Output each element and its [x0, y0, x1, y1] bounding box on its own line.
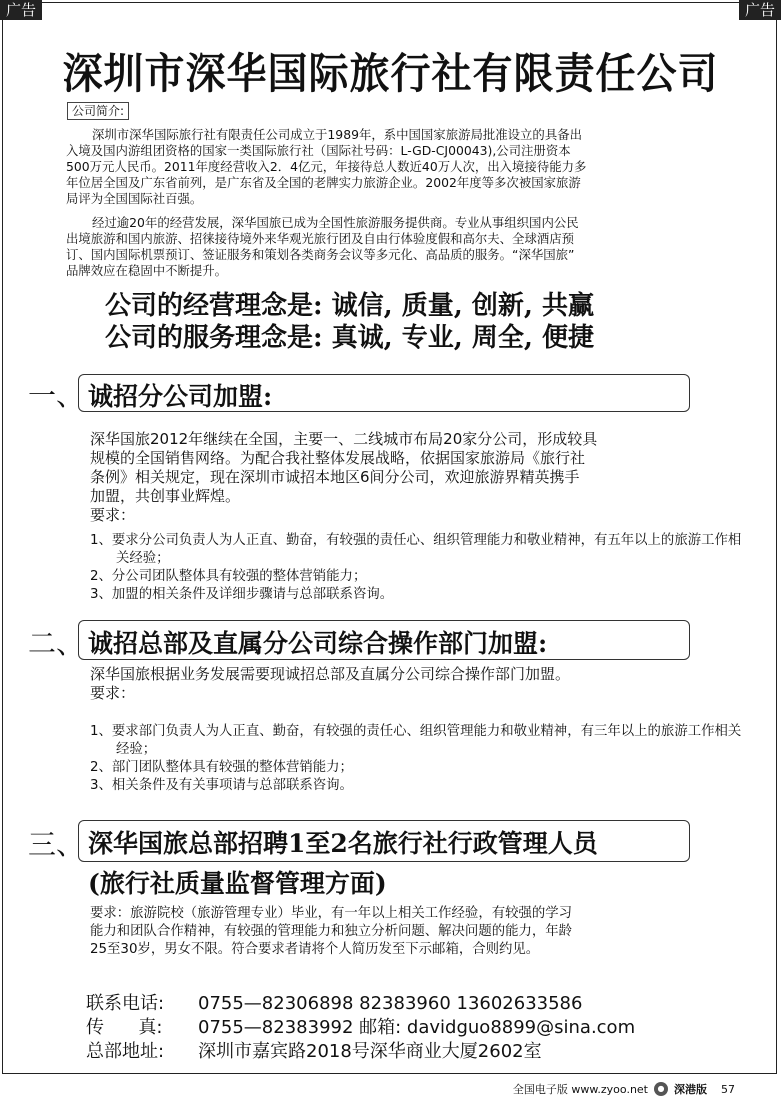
- phone-value: 0755—82306898 82383960 13602633586: [198, 993, 583, 1014]
- region-text: 深港版: [674, 1083, 707, 1096]
- edition-text: 全国电子版 www.zyoo.net: [512, 1083, 648, 1096]
- fax-value: 0755—82383992 邮箱: davidguo8899@sina.com: [198, 1017, 636, 1038]
- intro-paragraph-1: [66, 127, 726, 207]
- section1-line: 要求：: [90, 506, 136, 524]
- section3-number: 三、: [28, 828, 85, 861]
- section3-subtitle: (旅行社质量监督管理方面): [88, 869, 387, 898]
- list-item: 2、部门团队整体具有较强的整体营销能力；: [90, 760, 353, 775]
- list-item: 3、加盟的相关条件及详细步骤请与总部联系咨询。: [90, 587, 394, 602]
- section1-body: [90, 430, 730, 525]
- list-item: 3、相关条件及有关事项请与总部联系咨询。: [90, 778, 353, 793]
- list-item: 1、要求分公司负责人为人正直、勤奋，有较强的责任心、组织管理能力和敬业精神，有五年以上的旅游工作相关经验；: [90, 533, 742, 566]
- intro-line: 年位居全国及广东省前列，是广东省及全国的老牌实力旅游企业。2002年度等多次被国家旅游: [66, 175, 581, 190]
- intro-line: 入境及国内游组团资格的国家一类国际旅行社（国际社号码：L-GD-CJ00043),公司注册资本: [66, 143, 571, 158]
- section3-line: 25至30岁，男女不限。符合要求者请将个人简历发至下示邮箱，合则约见。: [90, 942, 540, 957]
- contact-address: [86, 1040, 542, 1064]
- section3-line: 能力和团队合作精神，有较强的管理能力和独立分析问题、解决问题的能力，年龄: [90, 924, 573, 939]
- phone-label: 联系电话:: [86, 993, 165, 1014]
- fax-label: 传 真:: [86, 1017, 163, 1038]
- contact-fax: [86, 1016, 635, 1040]
- contact-phone: [86, 992, 582, 1016]
- section2-requirements: [90, 723, 750, 795]
- publisher-logo-icon: ●: [654, 1082, 668, 1096]
- address-value: 深圳市嘉宾路2018号深华商业大厦2602室: [198, 1041, 542, 1062]
- section2-title: 诚招总部及直属分公司综合操作部门加盟:: [88, 629, 548, 658]
- section3-body: [90, 905, 730, 959]
- address-label: 总部地址:: [86, 1041, 165, 1062]
- section2-line: 深华国旅根据业务发展需要现诚招总部及直属分公司综合操作部门加盟。: [90, 665, 571, 683]
- intro-line: 订、国内国际机票预订、签证服务和策划各类商务会议等多元化、高品质的服务。“深华国旅”: [66, 247, 575, 262]
- section3-line: 要求：旅游院校（旅游管理专业）毕业，有一年以上相关工作经验，有较强的学习: [90, 906, 573, 921]
- intro-line: 品牌效应在稳固中不断提升。: [66, 263, 228, 278]
- section2-number: 二、: [28, 627, 85, 660]
- intro-line: 出境旅游和国内旅游、招徕接待境外来华观光旅行团及自由行体验度假和高尔夫、全球酒店预: [66, 231, 575, 246]
- section1-number: 一、: [28, 379, 85, 412]
- list-item: 1、要求部门负责人为人正直、勤奋，有较强的责任心、组织管理能力和敬业精神，有三年以上的旅游工作相关经验；: [90, 724, 742, 757]
- ad-badge-left: 广告: [0, 0, 42, 20]
- intro-line: 深圳市深华国际旅行社有限责任公司成立于1989年，系中国国家旅游局批准设立的具备出: [92, 127, 582, 142]
- section1-line: 加盟，共创事业辉煌。: [90, 487, 241, 505]
- section1-title: 诚招分公司加盟:: [88, 382, 273, 411]
- motto-service: 公司的服务理念是: 真诚, 专业, 周全, 便捷: [105, 323, 594, 353]
- intro-line: 局评为全国国际社百强。: [66, 191, 203, 206]
- company-title: 深圳市深华国际旅行社有限责任公司: [62, 50, 719, 99]
- section1-requirements: [90, 532, 750, 604]
- list-item: 2、分公司团队整体具有较强的整体营销能力；: [90, 569, 367, 584]
- page-footer: [513, 1081, 735, 1097]
- section3-title: 深华国旅总部招聘1至2名旅行社行政管理人员: [88, 829, 598, 858]
- section2-line: 要求：: [90, 684, 136, 702]
- section1-line: 条例》相关规定，现在深圳市诚招本地区6间分公司，欢迎旅游界精英携手: [90, 468, 580, 486]
- ad-badge-right: 广告: [739, 0, 781, 20]
- intro-paragraph-2: [66, 215, 726, 279]
- section1-line: 规模的全国销售网络。为配合我社整体发展战略，依据国家旅游局《旅行社: [90, 449, 586, 467]
- intro-label: 公司简介:: [67, 102, 129, 120]
- intro-line: 500万元人民币。2011年度经营收入2．4亿元，年接待总人数近40万人次，出入境接待能力多: [66, 159, 587, 174]
- section1-line: 深华国旅2012年继续在全国，主要一、二线城市布局20家分公司，形成较具: [90, 430, 598, 448]
- intro-line: 经过逾20年的经营发展，深华国旅已成为全国性旅游服务提供商。专业从事组织国内公民: [92, 215, 579, 230]
- page-number: 57: [721, 1082, 735, 1096]
- section2-body: [90, 665, 730, 703]
- motto-business: 公司的经营理念是: 诚信, 质量, 创新, 共赢: [105, 291, 594, 321]
